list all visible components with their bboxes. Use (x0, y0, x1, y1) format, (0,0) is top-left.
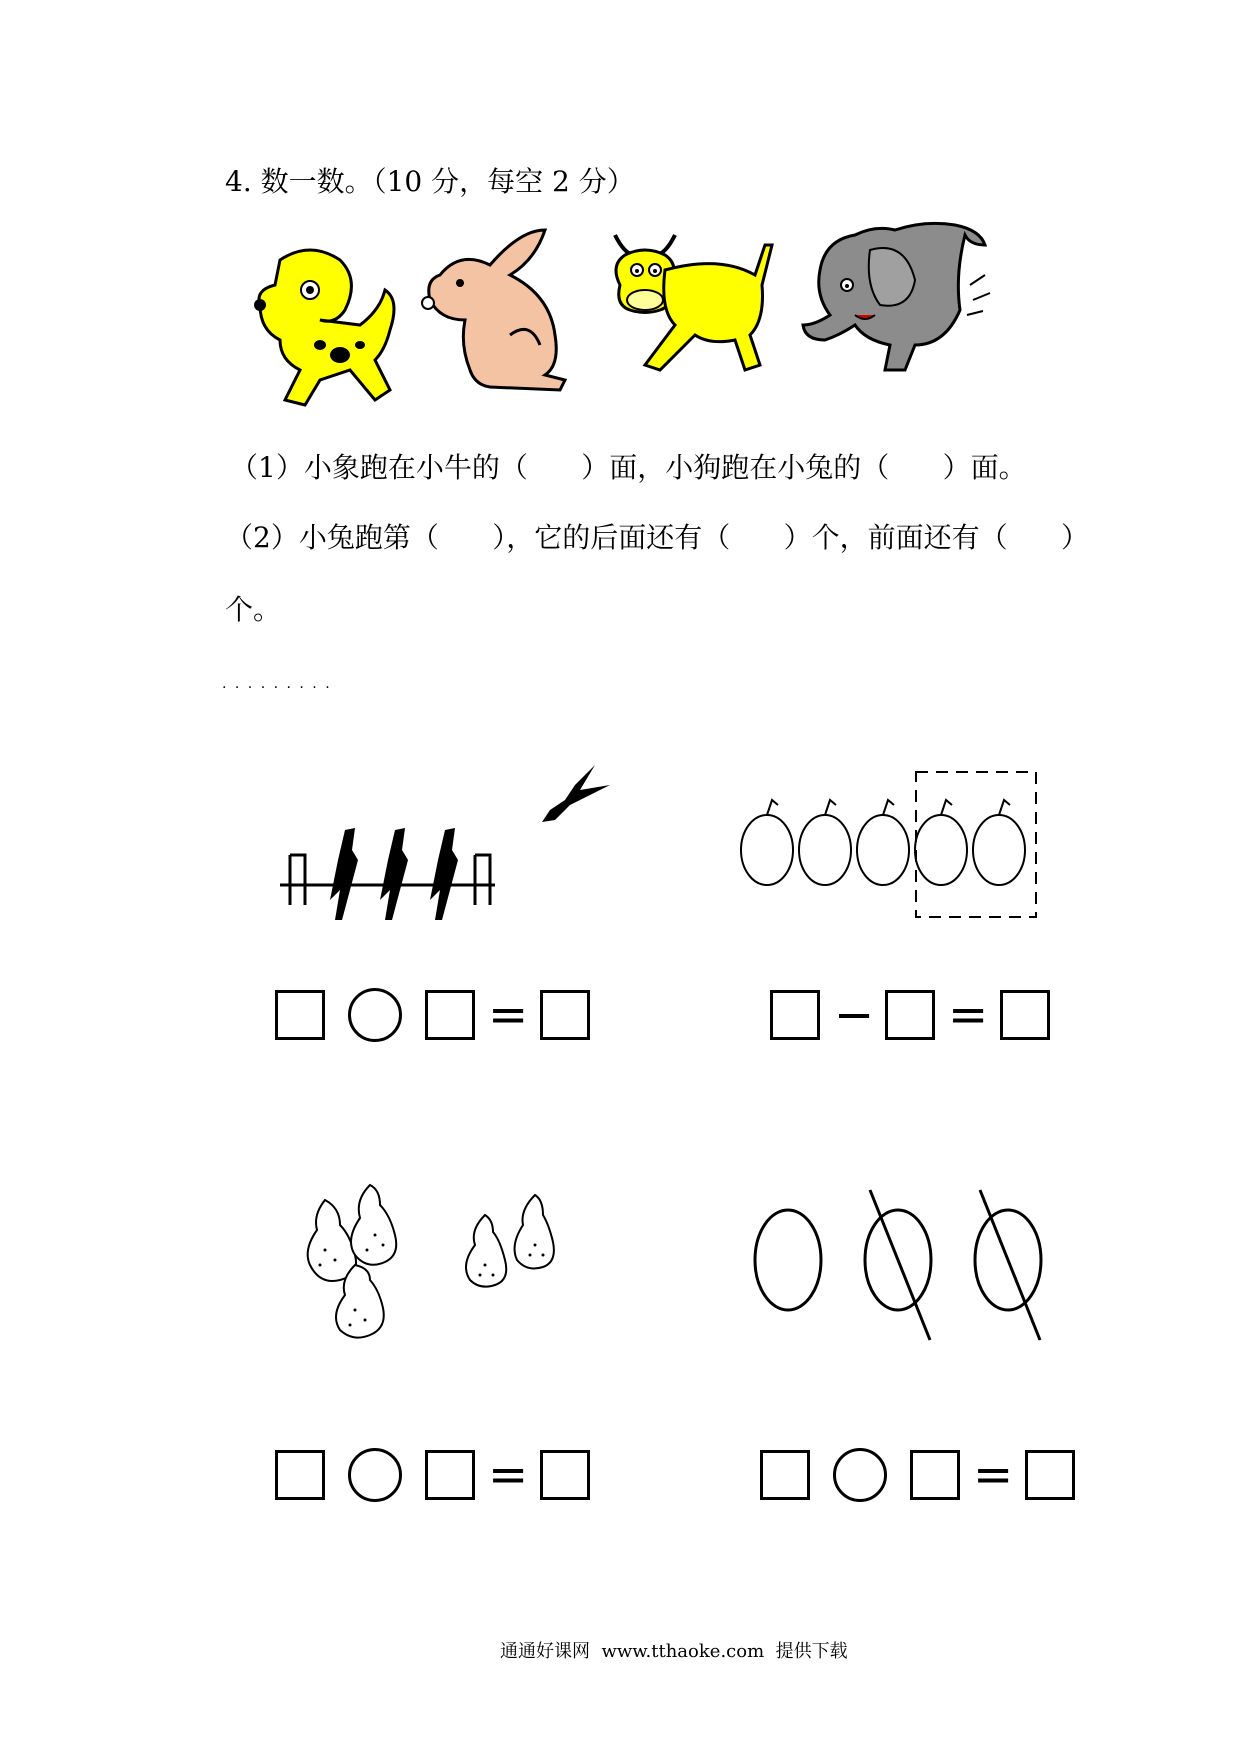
question-line-1: （1）小象跑在小牛的（ ）面，小狗跑在小兔的（ ）面。 (230, 451, 1027, 484)
operator-circle[interactable] (348, 988, 402, 1042)
operator-circle[interactable] (833, 1448, 887, 1502)
answer-box[interactable] (1025, 1450, 1075, 1500)
answer-box[interactable] (1000, 990, 1050, 1040)
dog-icon (250, 240, 410, 410)
dotted-separator: . . . . . . . . . (222, 676, 332, 692)
rabbit-icon (420, 225, 580, 395)
equals-sign: = (973, 1447, 1014, 1503)
eggs-icon (750, 1180, 1050, 1350)
operator-circle[interactable] (348, 1448, 402, 1502)
answer-box[interactable] (540, 1450, 590, 1500)
footer-text: 通通好课网 www.tthaoke.com 提供下载 (500, 1641, 848, 1662)
cow-icon (600, 225, 780, 400)
birds-on-fence-icon (280, 760, 630, 930)
answer-box[interactable] (540, 990, 590, 1040)
question-line-2: （2）小兔跑第（ ），它的后面还有（ ）个，前面还有（ ） (225, 521, 1090, 554)
answer-box[interactable] (770, 990, 820, 1040)
pears-icon (295, 1170, 575, 1345)
apples-icon (740, 765, 1040, 925)
question-title: 4. 数一数。（10 分，每空 2 分） (225, 165, 635, 198)
equals-sign: = (488, 1447, 529, 1503)
answer-box[interactable] (275, 1450, 325, 1500)
answer-box[interactable] (910, 1450, 960, 1500)
answer-box[interactable] (275, 990, 325, 1040)
answer-box[interactable] (885, 990, 935, 1040)
answer-box[interactable] (425, 1450, 475, 1500)
answer-box[interactable] (760, 1450, 810, 1500)
minus-sign: − (834, 987, 875, 1043)
equals-sign: = (488, 987, 529, 1043)
answer-box[interactable] (425, 990, 475, 1040)
elephant-icon (795, 215, 995, 390)
equals-sign: = (948, 987, 989, 1043)
question-line-3: 个。 (225, 593, 282, 626)
